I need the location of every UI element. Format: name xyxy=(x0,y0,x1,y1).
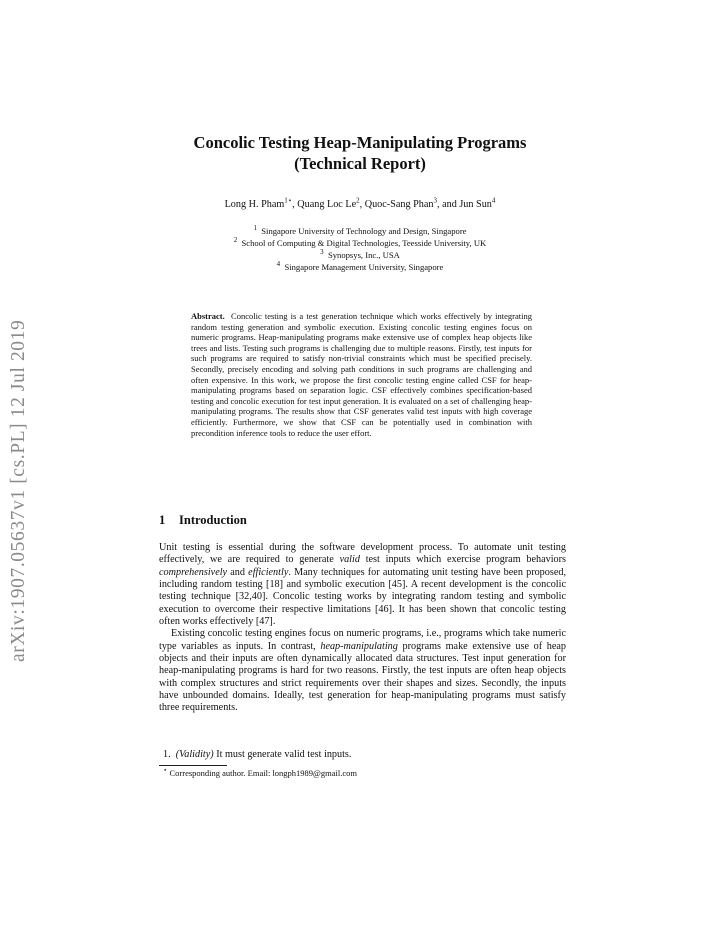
author-list: Long H. Pham$^{1⋆}$, Quang Loc Le$^2$, Quoc-Sang Phan$^3$, and Jun Sun$^4$ xyxy=(224,196,496,210)
affiliation: $^1$ Singapore University of Technology and Design, Singapore xyxy=(253,224,467,236)
list-text: It must generate valid test inputs. xyxy=(213,749,352,760)
affiliation: $^4$ Singapore Management University, Singapore xyxy=(276,260,444,272)
author-name: Quoc-Sang Phan xyxy=(364,199,434,210)
requirement-list-item xyxy=(163,749,563,761)
footnote-rule xyxy=(159,765,227,766)
affiliation-list xyxy=(120,225,600,273)
title-line-1: Concolic Testing Heap-Manipulating Programs xyxy=(193,133,527,152)
author-name: Jun Sun xyxy=(459,199,492,210)
author-sup: 3 xyxy=(433,196,437,205)
author-sup: 4 xyxy=(491,196,496,205)
section-body xyxy=(159,542,566,715)
abstract-label: Abstract. xyxy=(191,311,225,321)
section-heading xyxy=(159,513,247,528)
author-sup: 2 xyxy=(356,196,360,205)
footnote xyxy=(163,768,563,779)
abstract xyxy=(191,311,532,438)
list-label: (Validity) xyxy=(175,749,214,760)
paragraph: Existing concolic testing engines focus on numeric programs, i.e., programs which take numeric type variables as inputs. In contrast, heap-manipulating programs make extensive use of heap objects and their inputs are often dynamically allocated data structures. Test input generation for heap-manipulating programs is hard for two reasons. Firstly, the test inputs are often heap objects with complex structures and strict requirements over their shapes and sizes. Secondly, the inputs have unbounded domains. Ideally, test generation for heap-manipulating programs must satisfy three requirements. xyxy=(159,628,566,714)
arxiv-identifier: arXiv:1907.05637v1 [cs.PL] 12 Jul 2019 xyxy=(8,319,29,662)
paragraph: Unit testing is essential during the software development process. To automate unit testing effectively, we are required to generate valid test inputs which exercise program behaviors comprehensively and efficiently. Many techniques for automating unit testing have been proposed, including random testing [18] and symbolic execution [45]. A recent development is the concolic testing technique [32,40]. Concolic testing works by integrating random testing and symbolic execution to overcome their respective limitations [46]. It has been shown that concolic testing often works effectively [47]. xyxy=(159,542,566,628)
section-title: Introduction xyxy=(179,513,247,527)
list-number: 1. xyxy=(163,749,171,760)
title-line-2: (Technical Report) xyxy=(294,154,426,173)
footnote-text: Corresponding author. Email: longph1989@gmail.com xyxy=(167,768,358,778)
affiliation: $^2$ School of Computing & Digital Technologies, Teesside University, UK xyxy=(233,236,487,248)
paper-title xyxy=(120,132,600,174)
footnote-mark: ⋆ xyxy=(163,766,168,775)
affiliation: $^3$ Synopsys, Inc., USA xyxy=(320,248,400,260)
section-number: 1 xyxy=(159,513,166,527)
author-name: Long H. Pham xyxy=(224,199,285,210)
abstract-text: Concolic testing is a test generation technique which works effectively by integrating random testing generation and symbolic execution. Existing concolic testing engines focus on numeric programs. Heap-manipulating programs make extensive use of complex heap objects like trees and lists. Testing such programs is challenging due to multiple reasons. Firstly, test inputs for such programs are required to satisfy non-trivial constraints which must be specified precisely. Secondly, precisely encoding and solving path conditions in such programs are challenging and often expensive. In this work, we propose the first concolic testing engine called CSF for heap-manipulating programs based on separation logic. CSF effectively combines specification-based testing and concolic execution for test input generation. It is evaluated on a set of challenging heap-manipulating programs. The results show that CSF generates valid test inputs with high coverage efficiently. Furthermore, we show that CSF can be potentially used in combination with precondition inference tools to reduce the user effort. xyxy=(191,311,532,438)
author-sup: 1⋆ xyxy=(284,196,293,205)
author-name: Quang Loc Le xyxy=(297,199,357,210)
